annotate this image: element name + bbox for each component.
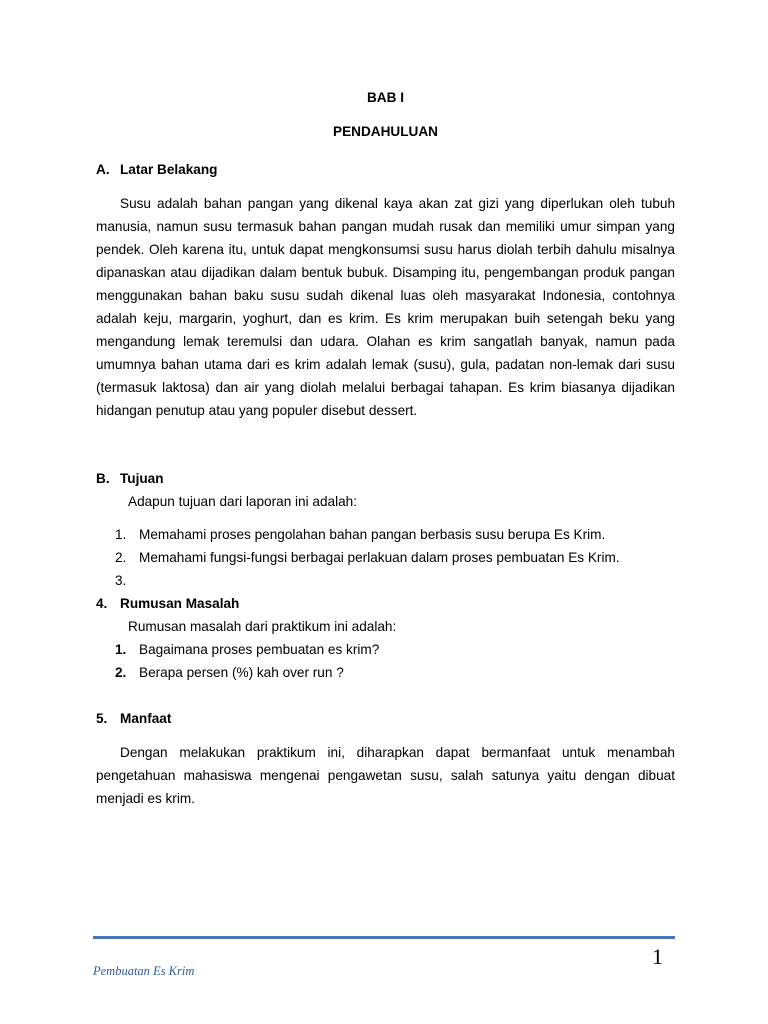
section-heading-text: Tujuan (120, 471, 164, 486)
section-heading (96, 467, 675, 490)
section-heading-text: Manfaat (120, 711, 172, 726)
list-number: 2. (115, 550, 127, 565)
section-marker: B. (96, 471, 110, 486)
section-heading (96, 707, 675, 730)
section-heading (96, 592, 675, 615)
section-marker: 5. (96, 711, 108, 726)
section-intro: Adapun tujuan dari laporan ini adalah: (128, 494, 358, 509)
list-number: 1. (115, 642, 127, 657)
body-paragraph: Dengan melakukan praktikum ini, diharapkan dapat bermanfaat untuk menambah pengetahuan mahasiswa mengenai pengawetan susu, salah satunya yaitu dengan dibuat menjadi es krim. (96, 745, 675, 806)
problem-list (96, 638, 675, 684)
list-item (96, 661, 675, 684)
section-marker: 4. (96, 596, 108, 611)
page-number: 1 (652, 944, 663, 969)
objectives-list (96, 523, 675, 592)
section-intro: Rumusan masalah dari praktikum ini adalah: (128, 619, 397, 634)
section-heading-text: Latar Belakang (120, 162, 218, 177)
list-item-text: Memahami proses pengolahan bahan pangan berbasis susu berupa Es Krim. (139, 527, 606, 542)
list-item (96, 546, 675, 569)
list-item (96, 638, 675, 661)
section-latar-belakang (96, 158, 675, 422)
list-item (96, 569, 675, 592)
section-marker: A. (96, 162, 110, 177)
section-rumusan-masalah (96, 592, 675, 684)
list-item (96, 523, 675, 546)
list-number: 1. (115, 527, 127, 542)
footer-divider (93, 936, 675, 939)
section-heading (96, 158, 675, 181)
section-heading-text: Rumusan Masalah (120, 596, 240, 611)
chapter-title: PENDAHULUAN (333, 124, 438, 139)
list-item-text: Berapa persen (%) kah over run ? (139, 665, 344, 680)
section-manfaat (96, 707, 675, 810)
section-tujuan (96, 467, 675, 592)
list-number: 3. (115, 573, 127, 588)
list-item-text: Bagaimana proses pembuatan es krim? (139, 642, 380, 657)
list-item-text: Memahami fungsi-fungsi berbagai perlakuan dalam proses pembuatan Es Krim. (139, 550, 620, 565)
page-content (96, 86, 675, 810)
chapter-number: BAB I (366, 90, 404, 105)
list-number: 2. (115, 665, 127, 680)
footer-title: Pembuatan Es Krim (93, 964, 195, 978)
body-paragraph: Susu adalah bahan pangan yang dikenal kaya akan zat gizi yang diperlukan oleh tubuh manusia, namun susu termasuk bahan pangan mudah rusak dan memiliki umur simpan yang pendek. Oleh karena itu, untuk dapat mengkonsumsi susu harus diolah terbih dahulu misalnya dipanaskan atau dijadikan dalam bentuk bubuk. Disamping itu, pengembangan produk pangan menggunakan bahan baku susu sudah dikenal luas oleh masyarakat Indonesia, contohnya adalah keju, margarin, yoghurt, dan es krim. Es krim merupakan buih setengah beku yang mengandung lemak teremulsi dan udara. Olahan es krim sangatlah banyak, namun pada umumnya bahan utama dari es krim adalah lemak (susu), gula, padatan non-lemak dari susu (termasuk laktosa) dan air yang diolah melalui berbagai tahapan. Es krim biasanya dijadikan hidangan penutup atau yang populer disebut dessert. (96, 196, 675, 418)
